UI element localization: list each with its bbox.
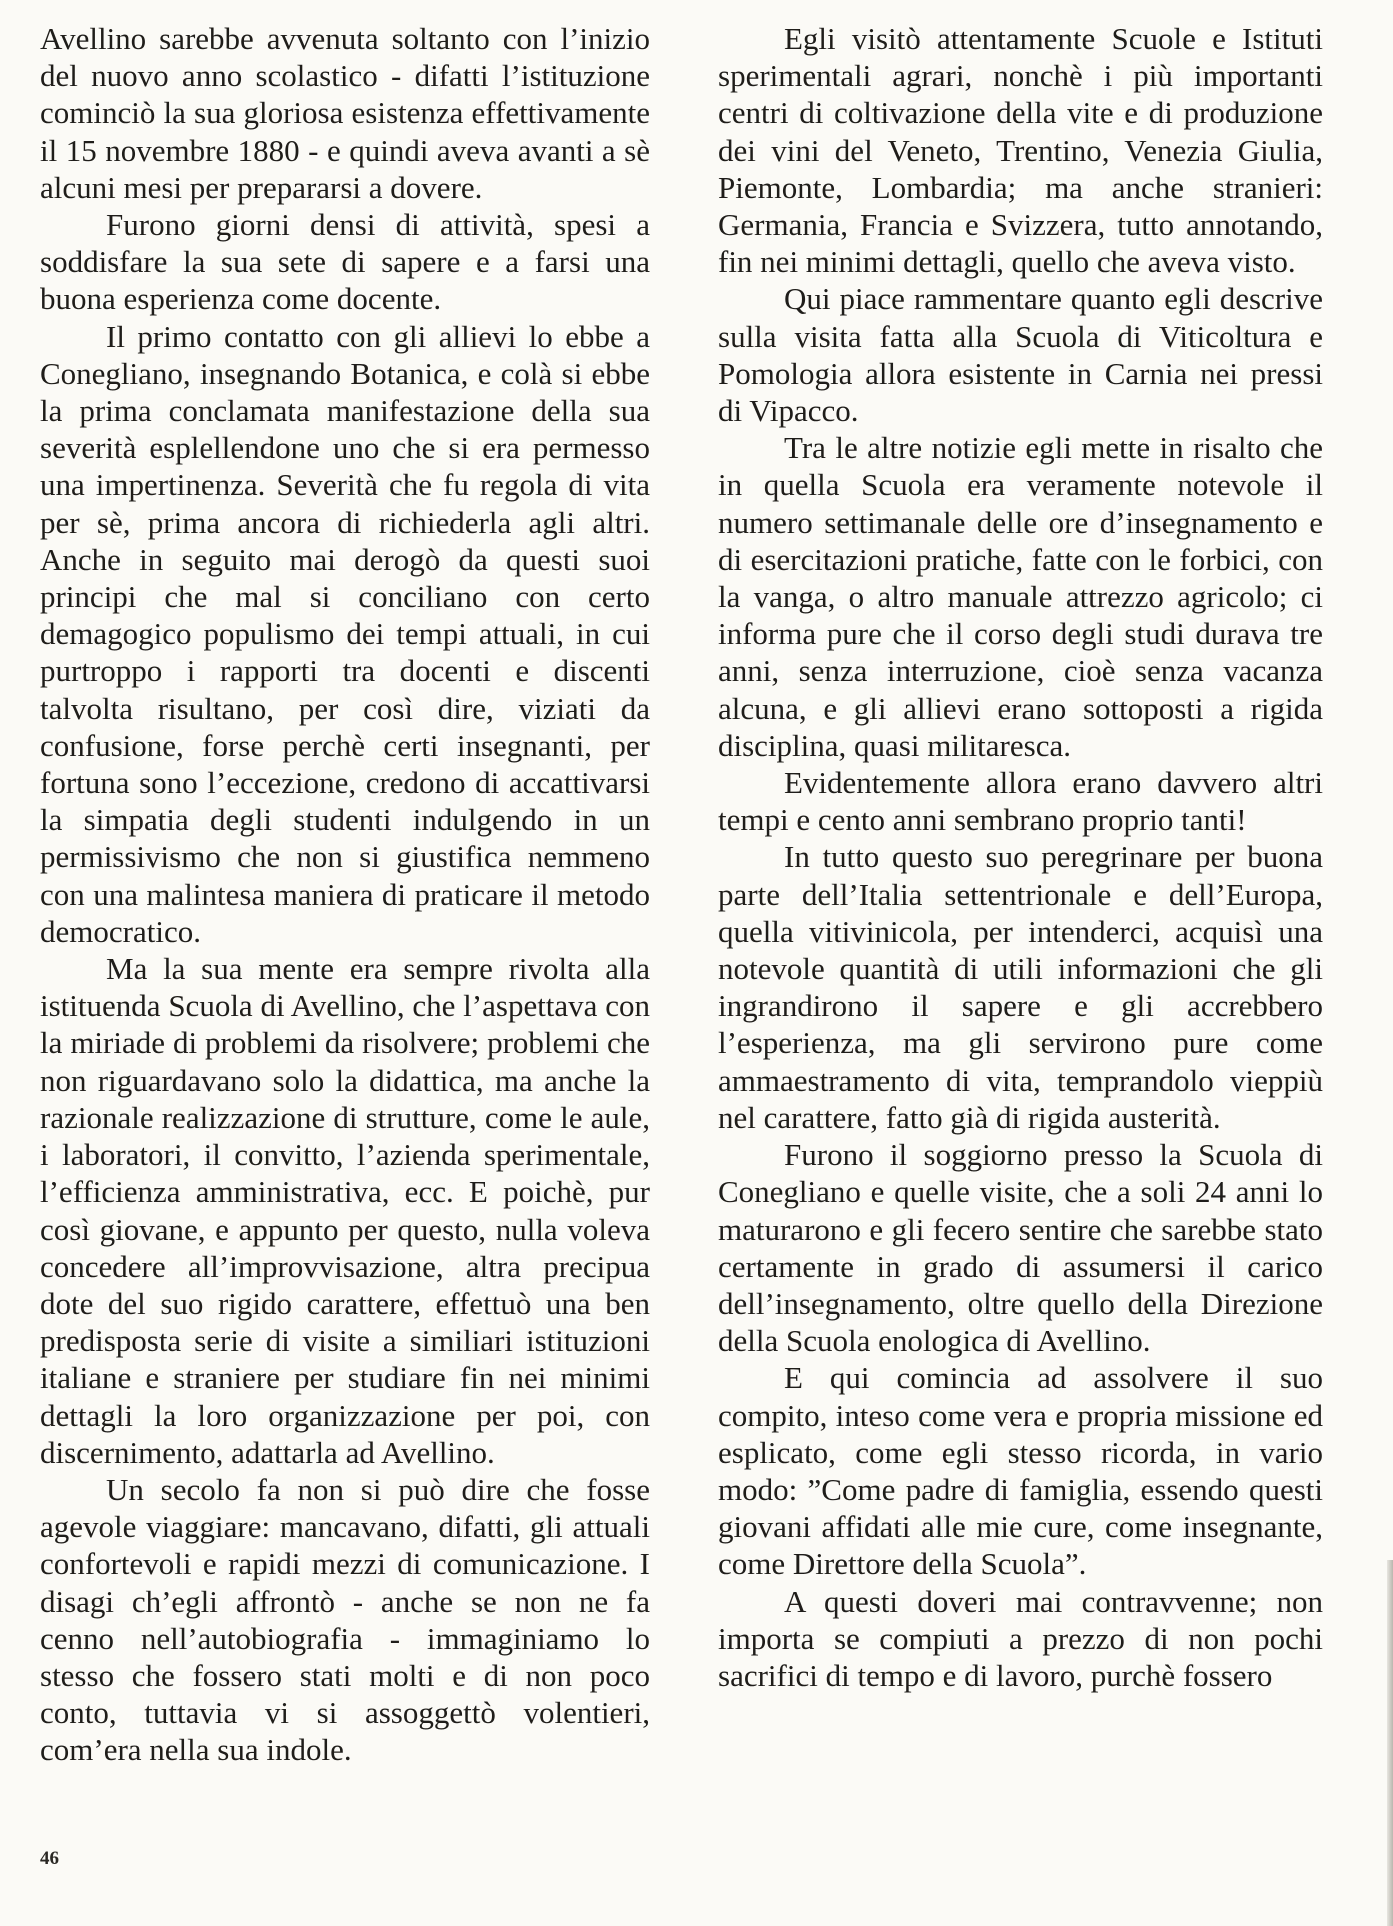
page-number: 46	[40, 1848, 59, 1869]
paragraph: Furono il soggiorno presso la Scuola di Conegliano e quelle visite, che a soli 24 anni lo maturarono e gli fecero sentire che sarebbe stato certamente in grado di assumersi il carico dell’insegnamento, oltre quello della Direzione della Scuola enologica di Avellino.	[718, 1137, 1323, 1359]
paragraph: Evidentemente allora erano davvero altri tempi e cento anni sembrano proprio tanti!	[718, 765, 1323, 838]
paragraph: Avellino sarebbe avvenuta soltanto con l’inizio del nuovo anno scolastico - difatti l’istituzione cominciò la sua gloriosa esistenza effettivamente il 15 novembre 1880 - e quindi aveva avanti a sè alcuni mesi per prepararsi a dovere.	[40, 21, 650, 205]
paragraph: Furono giorni densi di attività, spesi a soddisfare la sua sete di sapere e a farsi una buona esperienza come docente.	[40, 207, 650, 317]
paragraph: Egli visitò attentamente Scuole e Istituti sperimentali agrari, nonchè i più importanti centri di coltivazione della vite e di produzione dei vini del Veneto, Trentino, Venezia Giulia, Piemonte, Lombardia; ma anche stranieri: Germania, Francia e Svizzera, tutto annotando, fin nei minimi dettagli, quello che aveva visto.	[718, 21, 1323, 280]
paragraph: Un secolo fa non si può dire che fosse agevole viaggiare: mancavano, difatti, gli attuali confortevoli e rapidi mezzi di comunicazione. I disagi ch’egli affrontò - anche se non ne fa cenno nell’autobiografia - immaginiamo lo stesso che fossero stati molti e di non poco conto, tuttavia vi si assoggettò volentieri, com’era nella sua indole.	[40, 1471, 650, 1768]
page-edge-shadow	[1387, 1560, 1393, 1926]
paragraph: A questi doveri mai contravvenne; non importa se compiuti a prezzo di non pochi sacrifici di tempo e di lavoro, purchè fossero	[718, 1583, 1323, 1693]
paragraph: E qui comincia ad assolvere il suo compito, inteso come vera e propria missione ed esplicato, come egli stesso ricorda, in vario modo: ”Come padre di famiglia, essendo questi giovani affidati alle mie cure, come insegnante, come Direttore della Scuola”.	[718, 1360, 1323, 1582]
paragraph: In tutto questo suo peregrinare per buona parte dell’Italia settentrionale e dell’Europa, quella vitivinicola, per intenderci, acquisì una notevole quantità di utili informazioni che gli ingrandirono il sapere e gli accrebbero l’esperienza, ma gli servirono pure come ammaestramento di vita, temprandolo vieppiù nel carattere, fatto già di rigida austerità.	[718, 839, 1323, 1135]
paragraph: Qui piace rammentare quanto egli descrive sulla visita fatta alla Scuola di Viticoltura e Pomologia allora esistente in Carnia nei pressi di Vipacco.	[718, 281, 1323, 429]
right-text-column	[718, 20, 1323, 1694]
left-text-column	[40, 20, 650, 1769]
paragraph: Tra le altre notizie egli mette in risalto che in quella Scuola era veramente notevole il numero settimanale delle ore d’insegnamento e di esercitazioni pratiche, fatte con le forbici, con la vanga, o altro manuale attrezzo agricolo; ci informa pure che il corso degli studi durava tre anni, senza interruzione, cioè senza vacanza alcuna, e gli allievi erano sottoposti a rigida disciplina, quasi militaresca.	[718, 430, 1323, 763]
paragraph: Ma la sua mente era sempre rivolta alla istituenda Scuola di Avellino, che l’aspettava con la miriade di problemi da risolvere; problemi che non riguardavano solo la didattica, ma anche la razionale realizzazione di strutture, come le aule, i laboratori, il convitto, l’azienda sperimentale, l’efficienza amministrativa, ecc. E poichè, pur così giovane, e appunto per questo, nulla voleva concedere all’improvvisazione, altra precipua dote del suo rigido carattere, effettuò una ben predisposta serie di visite a similiari istituzioni italiane e straniere per studiare fin nei minimi dettagli la loro organizzazione per poi, con discernimento, adattarla ad Avellino.	[40, 951, 650, 1470]
paragraph: Il primo contatto con gli allievi lo ebbe a Conegliano, insegnando Botanica, e colà si ebbe la prima conclamata manifestazione della sua severità esplellendone uno che si era permesso una impertinenza. Severità che fu regola di vita per sè, prima ancora di richiederla agli altri. Anche in seguito mai derogò da questi suoi principi che mal si conciliano con certo demagogico populismo dei tempi attuali, in cui purtroppo i rapporti tra docenti e discenti talvolta risultano, per così dire, viziati da confusione, forse perchè certi insegnanti, per fortuna sono l’eccezione, credono di accattivarsi la simpatia degli studenti indulgendo in un permissivismo che non si giustifica nemmeno con una malintesa maniera di praticare il metodo democratico.	[40, 318, 650, 949]
